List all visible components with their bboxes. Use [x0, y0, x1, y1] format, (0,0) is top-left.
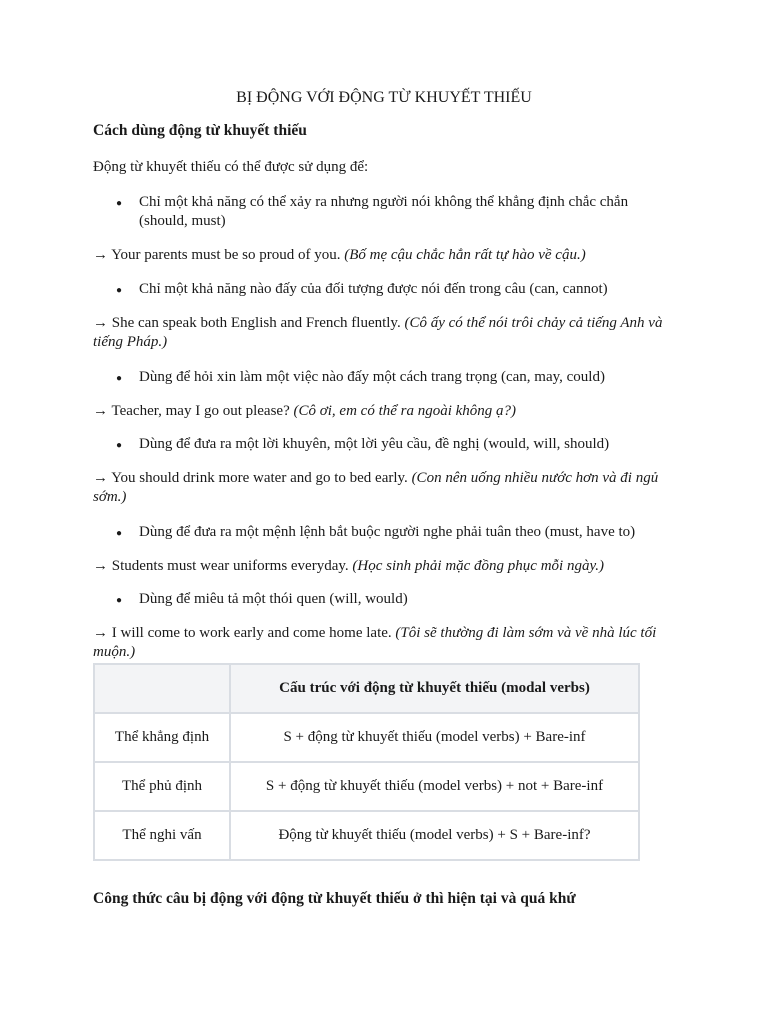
example-vi: (Con nên uống nhiều nước hơn và đi ngủ sớm.) — [93, 470, 659, 505]
example-en: → Students must wear uniforms everyday. — [93, 558, 349, 574]
table-cell-form: Thể phủ định — [94, 762, 230, 811]
use-example-3 — [93, 402, 663, 421]
document-title: BỊ ĐỘNG VỚI ĐỘNG TỪ KHUYẾT THIẾU — [236, 89, 532, 106]
table-row — [94, 811, 639, 860]
bullet-icon: ● — [116, 198, 123, 209]
table-header-cell: Cấu trúc với động từ khuyết thiếu (modal verbs) — [230, 664, 639, 713]
example-vi: (Bố mẹ cậu chắc hẳn rất tự hào về cậu.) — [344, 247, 586, 263]
section-heading-usage: Cách dùng động từ khuyết thiếu — [93, 122, 307, 139]
use-example-4 — [93, 469, 663, 507]
intro-text: Động từ khuyết thiếu có thể được sử dụng để: — [93, 159, 369, 175]
example-en: → You should drink more water and go to bed early. — [93, 470, 408, 486]
table-cell-form: Thể khẳng định — [94, 713, 230, 762]
use-bullet-2: Chỉ một khả năng nào đấy của đối tượng được nói đến trong câu (can, cannot) — [139, 281, 608, 297]
use-bullet-5: Dùng để đưa ra một mệnh lệnh bắt buộc người nghe phải tuân theo (must, have to) — [139, 524, 636, 540]
bullet-icon: ● — [116, 373, 123, 384]
table-cell-structure: S + động từ khuyết thiếu (model verbs) + not + Bare-inf — [230, 762, 639, 811]
use-example-6 — [93, 624, 663, 662]
example-en: → Your parents must be so proud of you. — [93, 247, 341, 263]
bullet-icon: ● — [116, 285, 123, 296]
bullet-icon: ● — [116, 440, 123, 451]
example-en: → Teacher, may I go out please? — [93, 403, 290, 419]
example-vi: (Cô ơi, em có thể ra ngoài không ạ?) — [293, 403, 517, 419]
use-bullet-1: Chỉ một khả năng có thể xảy ra nhưng người nói không thể khẳng định chắc chắn (should, must) — [139, 194, 629, 229]
example-vi: (Cô ấy có thể nói trôi chảy cả tiếng Anh và tiếng Pháp.) — [93, 315, 663, 350]
section-heading-formula: Công thức câu bị động với động từ khuyết thiếu ở thì hiện tại và quá khứ — [93, 890, 576, 907]
table-cell-structure: Động từ khuyết thiếu (model verbs) + S + Bare-inf? — [230, 811, 639, 860]
use-bullet-3: Dùng để hỏi xin làm một việc nào đấy một cách trang trọng (can, may, could) — [139, 369, 605, 385]
example-vi: (Tôi sẽ thường đi làm sớm và về nhà lúc tối muộn.) — [93, 625, 657, 660]
example-en: → I will come to work early and come home late. — [93, 625, 392, 641]
modal-verbs-table — [93, 663, 640, 861]
table-cell-form: Thể nghi vấn — [94, 811, 230, 860]
table-header-cell — [94, 664, 230, 713]
table-row — [94, 713, 639, 762]
table-cell-structure: S + động từ khuyết thiếu (model verbs) + Bare-inf — [230, 713, 639, 762]
table-header-row — [94, 664, 639, 713]
use-bullet-6: Dùng để miêu tả một thói quen (will, would) — [139, 591, 408, 607]
bullet-icon: ● — [116, 528, 123, 539]
use-example-5 — [93, 557, 663, 576]
table-row — [94, 762, 639, 811]
example-vi: (Học sinh phải mặc đồng phục mỗi ngày.) — [352, 558, 605, 574]
use-bullet-4: Dùng để đưa ra một lời khuyên, một lời yêu cầu, đề nghị (would, will, should) — [139, 436, 610, 452]
use-example-2 — [93, 314, 663, 352]
use-example-1 — [93, 246, 663, 265]
bullet-icon: ● — [116, 595, 123, 606]
example-en: → She can speak both English and French fluently. — [93, 315, 401, 331]
